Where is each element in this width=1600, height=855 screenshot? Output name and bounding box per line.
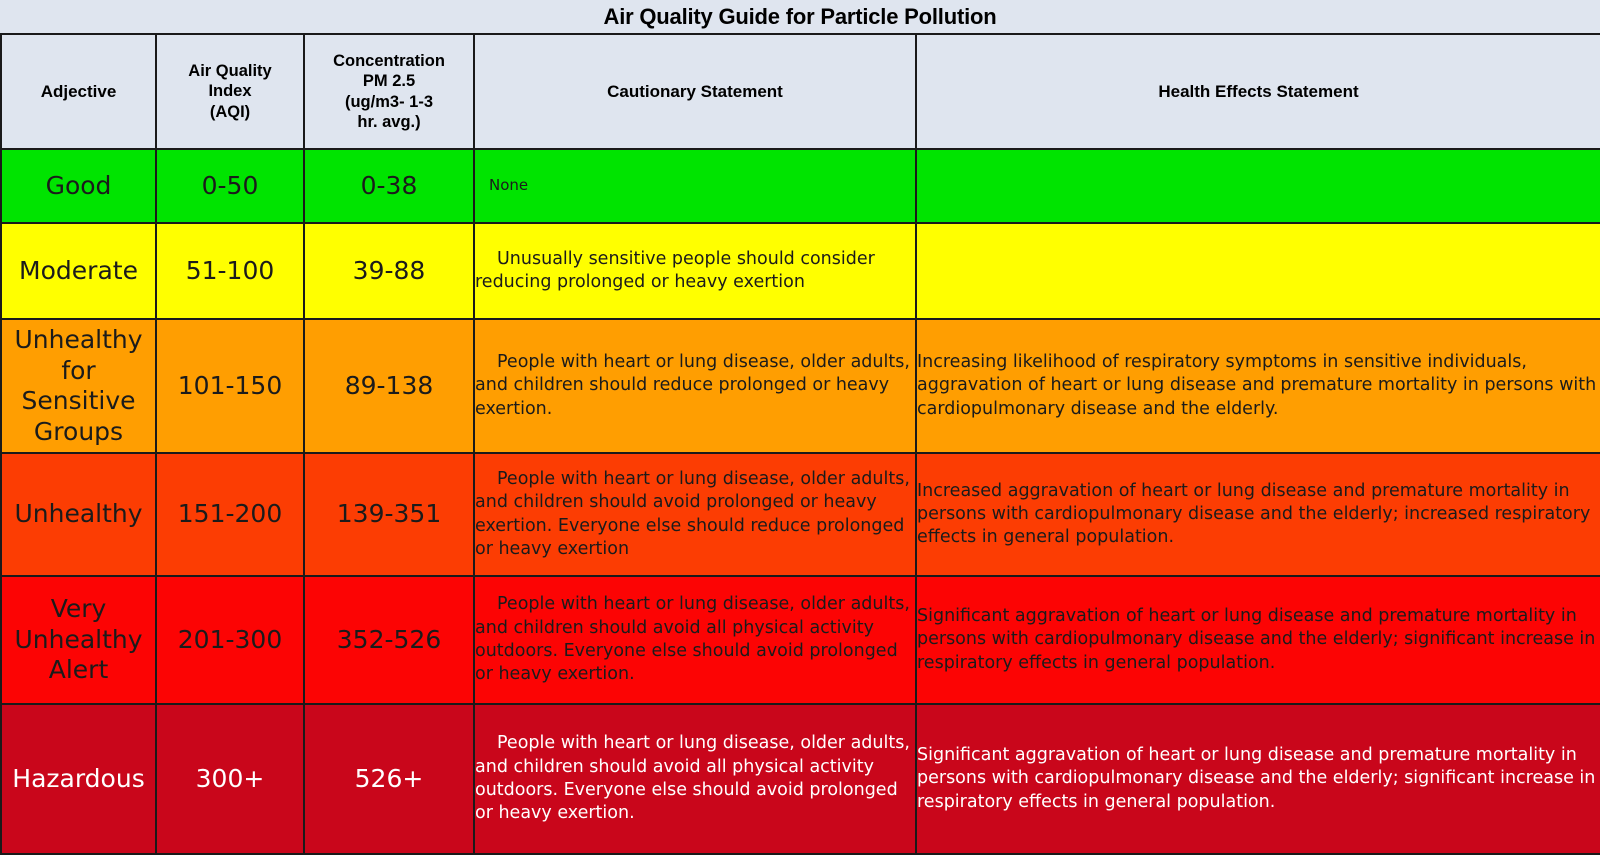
cell-adjective	[1, 149, 156, 223]
column-header-aqi-line-3: (AQI)	[209, 102, 251, 121]
cell-concentration: 0-38	[304, 149, 474, 223]
cell-health-effects-statement	[916, 223, 1600, 319]
air-quality-table	[0, 33, 1600, 855]
column-header-health-effects-statement	[916, 34, 1600, 149]
table-header-row	[1, 34, 1600, 149]
cell-cautionary-statement: Unusually sensitive people should consider reducing prolonged or heavy exertion	[474, 223, 916, 319]
cell-health-effects-statement: Increasing likelihood of respiratory symptoms in sensitive individuals, aggravation of heart or lung disease and premature mortality in persons with cardiopulmonary disease and the elderly.	[916, 319, 1600, 453]
table-row-unhealthy-for-sensitive-groups	[1, 319, 1600, 453]
cell-cautionary-statement: People with heart or lung disease, older adults, and children should avoid all physical activity outdoors. Everyone else should avoid prolonged or heavy exertion.	[474, 576, 916, 704]
cell-adjective	[1, 453, 156, 576]
adjective-line-2: for	[61, 355, 96, 385]
adjective-line-1: Unhealthy	[14, 325, 143, 354]
cell-adjective	[1, 319, 156, 453]
adjective-line-2: Unhealthy	[14, 624, 143, 654]
adjective-line-1: Hazardous	[12, 763, 145, 793]
cell-concentration: 139-351	[304, 453, 474, 576]
cell-health-effects-statement	[916, 149, 1600, 223]
adjective-line-4: Groups	[33, 416, 124, 446]
page-title: Air Quality Guide for Particle Pollution	[603, 3, 997, 29]
table-row-unhealthy	[1, 453, 1600, 576]
column-header-concentration-line-3: (ug/m3- 1-3	[344, 92, 433, 111]
adjective-line-1: Unhealthy	[14, 499, 143, 529]
cell-health-effects-statement: Increased aggravation of heart or lung disease and premature mortality in persons with cardiopulmonary disease and the elderly; increased respiratory effects in general population.	[916, 453, 1600, 576]
cell-aqi: 51-100	[156, 223, 304, 319]
table-row-very-unhealthy-alert	[1, 576, 1600, 704]
table-row-moderate	[1, 223, 1600, 319]
cell-concentration: 526+	[304, 704, 474, 854]
title-band	[0, 0, 1600, 33]
column-header-aqi	[156, 34, 304, 149]
column-header-concentration-line-1: Concentration	[333, 51, 445, 70]
cell-aqi: 151-200	[156, 453, 304, 576]
cell-concentration: 352-526	[304, 576, 474, 704]
column-header-cautionary-label: Cautionary Statement	[607, 81, 783, 101]
table-row-hazardous	[1, 704, 1600, 854]
cell-cautionary-statement: People with heart or lung disease, older adults, and children should avoid prolonged or heavy exertion. Everyone else should reduce prolonged or heavy exertion	[474, 453, 916, 576]
column-header-aqi-line-2: Index	[208, 82, 252, 101]
cell-aqi: 0-50	[156, 149, 304, 223]
column-header-concentration	[304, 34, 474, 149]
adjective-line-3: Alert	[48, 655, 109, 685]
cell-aqi: 201-300	[156, 576, 304, 704]
column-header-concentration-line-4: hr. avg.)	[357, 112, 421, 131]
adjective-line-1: Good	[45, 170, 112, 200]
cell-concentration: 89-138	[304, 319, 474, 453]
adjective-line-1: Very	[50, 594, 107, 624]
cell-health-effects-statement: Significant aggravation of heart or lung disease and premature mortality in persons with cardiopulmonary disease and the elderly; significant increase in respiratory effects in general population.	[916, 576, 1600, 704]
adjective-line-3: Sensitive	[21, 386, 136, 415]
column-header-concentration-line-2: PM 2.5	[362, 72, 416, 91]
cell-concentration: 39-88	[304, 223, 474, 319]
cell-cautionary-statement: People with heart or lung disease, older adults, and children should reduce prolonged or heavy exertion.	[474, 319, 916, 453]
column-header-cautionary-statement	[474, 34, 916, 149]
cell-aqi: 101-150	[156, 319, 304, 453]
cell-adjective	[1, 576, 156, 704]
cell-adjective	[1, 223, 156, 319]
cell-health-effects-statement: Significant aggravation of heart or lung disease and premature mortality in persons with cardiopulmonary disease and the elderly; significant increase in respiratory effects in general population.	[916, 704, 1600, 854]
column-header-aqi-line-1: Air Quality	[188, 61, 272, 80]
adjective-line-1: Moderate	[19, 255, 138, 285]
table-row-good	[1, 149, 1600, 223]
column-header-adjective	[1, 34, 156, 149]
cell-cautionary-statement: People with heart or lung disease, older adults, and children should avoid all physical activity outdoors. Everyone else should avoid prolonged or heavy exertion.	[474, 704, 916, 854]
cell-aqi: 300+	[156, 704, 304, 854]
column-header-adjective-label: Adjective	[40, 81, 117, 101]
cell-cautionary-statement: None	[474, 149, 916, 223]
column-header-health-label: Health Effects Statement	[1158, 81, 1359, 101]
cell-adjective	[1, 704, 156, 854]
